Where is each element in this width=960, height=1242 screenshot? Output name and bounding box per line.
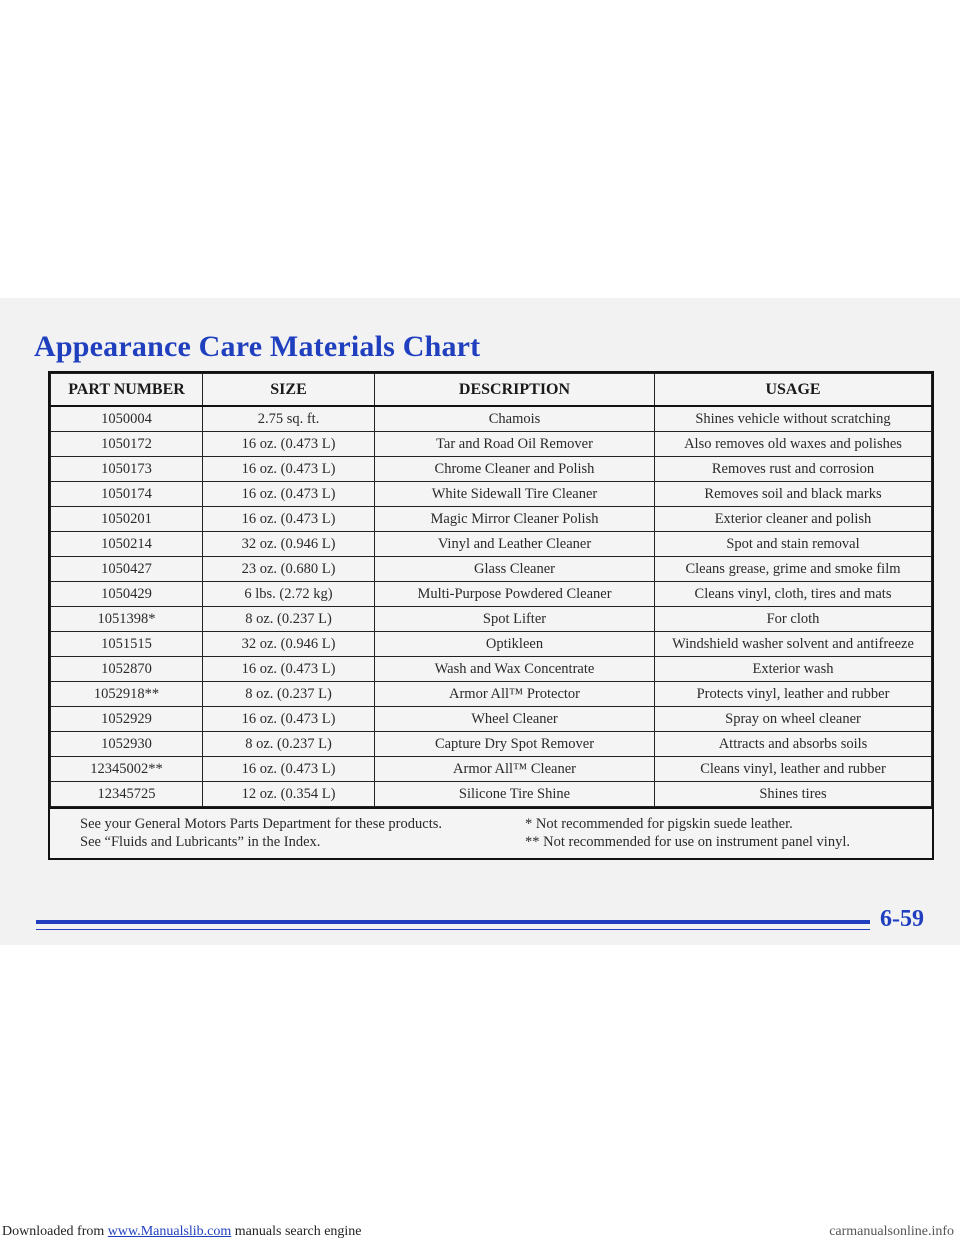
description-cell: Chrome Cleaner and Polish <box>375 457 655 482</box>
part-number-cell: 1052930 <box>51 732 203 757</box>
description-cell: Multi-Purpose Powdered Cleaner <box>375 582 655 607</box>
table-row <box>51 632 932 657</box>
table-row <box>51 682 932 707</box>
size-cell: 32 oz. (0.946 L) <box>203 532 375 557</box>
size-cell: 8 oz. (0.237 L) <box>203 607 375 632</box>
usage-cell: Shines vehicle without scratching <box>655 406 932 432</box>
page-number: 6-59 <box>880 906 924 932</box>
table-row <box>51 657 932 682</box>
usage-cell: Exterior wash <box>655 657 932 682</box>
footnote-double-asterisk: ** Not recommended for use on instrument panel vinyl. <box>525 834 850 850</box>
part-number-cell: 12345725 <box>51 782 203 807</box>
banner-prefix: Downloaded from <box>2 1224 108 1239</box>
usage-cell: Removes rust and corrosion <box>655 457 932 482</box>
table-row <box>51 406 932 432</box>
usage-cell: Windshield washer solvent and antifreeze <box>655 632 932 657</box>
size-cell: 2.75 sq. ft. <box>203 406 375 432</box>
page-title: Appearance Care Materials Chart <box>34 330 481 363</box>
materials-table <box>50 373 932 807</box>
usage-cell: Spray on wheel cleaner <box>655 707 932 732</box>
part-number-cell: 1052918** <box>51 682 203 707</box>
chart-footnotes <box>50 807 932 858</box>
part-number-cell: 1050172 <box>51 432 203 457</box>
part-number-cell: 1051398* <box>51 607 203 632</box>
description-cell: Spot Lifter <box>375 607 655 632</box>
size-cell: 16 oz. (0.473 L) <box>203 457 375 482</box>
size-cell: 16 oz. (0.473 L) <box>203 657 375 682</box>
table-row <box>51 507 932 532</box>
usage-cell: Protects vinyl, leather and rubber <box>655 682 932 707</box>
manualslib-link[interactable]: www.Manualslib.com <box>107 1224 232 1239</box>
size-cell: 16 oz. (0.473 L) <box>203 482 375 507</box>
size-cell: 8 oz. (0.237 L) <box>203 682 375 707</box>
size-cell: 16 oz. (0.473 L) <box>203 507 375 532</box>
description-cell: Glass Cleaner <box>375 557 655 582</box>
description-cell: Magic Mirror Cleaner Polish <box>375 507 655 532</box>
part-number-cell: 1051515 <box>51 632 203 657</box>
size-cell: 8 oz. (0.237 L) <box>203 732 375 757</box>
table-row <box>51 457 932 482</box>
size-cell: 16 oz. (0.473 L) <box>203 707 375 732</box>
usage-cell: Cleans grease, grime and smoke film <box>655 557 932 582</box>
usage-cell: Also removes old waxes and polishes <box>655 432 932 457</box>
usage-cell: Cleans vinyl, cloth, tires and mats <box>655 582 932 607</box>
description-cell: Wheel Cleaner <box>375 707 655 732</box>
header-row <box>51 374 932 407</box>
table-body <box>51 406 932 807</box>
size-cell: 12 oz. (0.354 L) <box>203 782 375 807</box>
footer-rule <box>36 920 870 924</box>
description-cell: Chamois <box>375 406 655 432</box>
part-number-cell: 1050429 <box>51 582 203 607</box>
table-row <box>51 482 932 507</box>
usage-cell: Shines tires <box>655 782 932 807</box>
table-row <box>51 532 932 557</box>
table-row <box>51 707 932 732</box>
banner-text <box>2 1224 362 1240</box>
footnote-single-asterisk: * Not recommended for pigskin suede leather. <box>525 816 793 832</box>
part-number-cell: 1052870 <box>51 657 203 682</box>
usage-cell: Exterior cleaner and polish <box>655 507 932 532</box>
usage-cell: For cloth <box>655 607 932 632</box>
usage-cell: Spot and stain removal <box>655 532 932 557</box>
description-cell: Vinyl and Leather Cleaner <box>375 532 655 557</box>
usage-cell: Cleans vinyl, leather and rubber <box>655 757 932 782</box>
description-cell: Armor All™ Protector <box>375 682 655 707</box>
part-number-cell: 1050214 <box>51 532 203 557</box>
description-cell: Silicone Tire Shine <box>375 782 655 807</box>
part-number-cell: 1050201 <box>51 507 203 532</box>
usage-cell: Attracts and absorbs soils <box>655 732 932 757</box>
header-size: SIZE <box>203 374 375 407</box>
size-cell: 16 oz. (0.473 L) <box>203 432 375 457</box>
table-row <box>51 757 932 782</box>
footer-rule-thin <box>36 929 870 930</box>
table-row <box>51 582 932 607</box>
description-cell: Armor All™ Cleaner <box>375 757 655 782</box>
description-cell: Optikleen <box>375 632 655 657</box>
part-number-cell: 1050427 <box>51 557 203 582</box>
part-number-cell: 1050173 <box>51 457 203 482</box>
size-cell: 32 oz. (0.946 L) <box>203 632 375 657</box>
table-row <box>51 557 932 582</box>
materials-chart <box>48 371 934 860</box>
description-cell: Capture Dry Spot Remover <box>375 732 655 757</box>
table-row <box>51 432 932 457</box>
part-number-cell: 1052929 <box>51 707 203 732</box>
description-cell: White Sidewall Tire Cleaner <box>375 482 655 507</box>
part-number-cell: 1050004 <box>51 406 203 432</box>
size-cell: 23 oz. (0.680 L) <box>203 557 375 582</box>
usage-cell: Removes soil and black marks <box>655 482 932 507</box>
table-row <box>51 732 932 757</box>
header-usage: USAGE <box>655 374 932 407</box>
banner-suffix: manuals search engine <box>231 1224 362 1239</box>
table-row <box>51 782 932 807</box>
description-cell: Wash and Wax Concentrate <box>375 657 655 682</box>
footnote-fluids-index: See “Fluids and Lubricants” in the Index. <box>80 834 321 850</box>
header-part-number: PART NUMBER <box>51 374 203 407</box>
size-cell: 6 lbs. (2.72 kg) <box>203 582 375 607</box>
part-number-cell: 12345002** <box>51 757 203 782</box>
table-row <box>51 607 932 632</box>
part-number-cell: 1050174 <box>51 482 203 507</box>
description-cell: Tar and Road Oil Remover <box>375 432 655 457</box>
size-cell: 16 oz. (0.473 L) <box>203 757 375 782</box>
header-description: DESCRIPTION <box>375 374 655 407</box>
watermark-text: carmanualsonline.info <box>829 1224 954 1239</box>
download-banner <box>0 1224 960 1242</box>
footnote-parts-dept: See your General Motors Parts Department for these products. <box>80 816 442 832</box>
